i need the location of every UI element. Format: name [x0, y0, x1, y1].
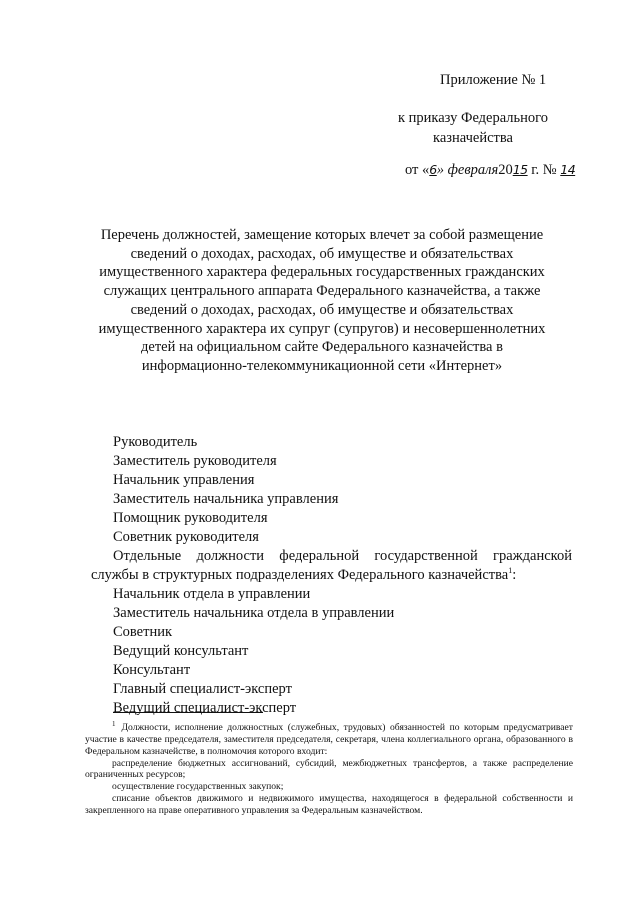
date-year-prefix: 20	[498, 162, 513, 178]
position-item: Начальник управления	[113, 472, 255, 488]
order-line-2: казначейства	[433, 130, 513, 146]
title-line: имущественного характера их супруг (супругов) и несовершеннолетних	[98, 320, 546, 337]
positions-list	[91, 433, 573, 718]
position-item: Главный специалист-эксперт	[113, 681, 292, 697]
appendix-title: Приложение № 1	[440, 72, 547, 88]
footnote-reference[interactable]: 1	[508, 566, 513, 576]
position-item: Помощник руководителя	[113, 510, 268, 526]
footnote-item: списание объектов движимого и недвижимого имущества, находящегося в федеральной собственности и закрепленного на праве оперативного управления за Федеральным казначейством.	[85, 792, 573, 816]
footnote-divider	[113, 712, 263, 713]
order-line-1: к приказу Федерального	[397, 110, 549, 126]
paragraph-line-2-text: службы в структурных подразделениях Федерального казначейства	[91, 567, 509, 583]
position-item: Советник	[113, 624, 173, 640]
paragraph-colon: :	[512, 567, 517, 583]
footnote-text: Должности, исполнение должностных (служебных, трудовых) обязанностей по которым предусматривает участие в качестве председателя, заместителя председателя, секретаря, члена коллегиального органа, образованного в Федеральном казначействе, в полномочия которого входит:	[85, 722, 573, 757]
position-item: Ведущий специалист-эксперт	[113, 700, 297, 716]
date-day-handwritten: 6	[429, 162, 437, 177]
position-item: Руководитель	[113, 434, 198, 450]
order-reference	[373, 108, 573, 148]
title-line: служащих центрального аппарата Федерального казначейства, а также	[103, 283, 541, 300]
title-line: имущественного характера федеральных государственных гражданских	[99, 264, 545, 281]
paragraph-line-2	[91, 566, 572, 585]
position-item: Заместитель начальника отдела в управлении	[113, 605, 395, 621]
title-line: сведений о доходах, расходах, об имуществе и обязательствах	[130, 301, 514, 318]
order-number-handwritten: 14	[560, 162, 576, 177]
position-item: Заместитель руководителя	[113, 453, 277, 469]
position-item: Ведущий консультант	[113, 643, 249, 659]
document-title	[82, 226, 562, 376]
date-year-handwritten: 15	[512, 162, 528, 177]
title-line: сведений о доходах, расходах, об имуществе и обязательствах	[130, 245, 514, 262]
position-item: Советник руководителя	[113, 529, 259, 545]
date-month: » февраля	[436, 162, 499, 178]
footnote-item	[85, 719, 573, 758]
title-line: детей на официальном сайте Федерального казначейства в	[141, 339, 503, 356]
footnote-item: распределение бюджетных ассигнований, субсидий, межбюджетных трансфертов, а также распределение ограниченных ресурсов;	[85, 757, 573, 781]
position-item: Начальник отдела в управлении	[113, 586, 311, 602]
order-date-line	[405, 160, 605, 180]
position-item: Заместитель начальника управления	[113, 491, 339, 507]
footnote-item: осуществление государственных закупок;	[112, 781, 284, 793]
structural-units-paragraph	[91, 547, 572, 585]
title-line: информационно-телекоммуникационной сети «Интернет»	[141, 357, 503, 374]
date-prefix: от «	[405, 162, 430, 178]
position-item: Консультант	[113, 662, 191, 678]
footnote-mark: 1	[112, 720, 116, 728]
title-line: Перечень должностей, замещение которых влечет за собой размещение	[100, 227, 544, 243]
paragraph-line-1: Отдельные должности федеральной государственной гражданской	[113, 548, 572, 564]
date-suffix: г. №	[527, 162, 561, 178]
footnotes	[85, 719, 573, 817]
